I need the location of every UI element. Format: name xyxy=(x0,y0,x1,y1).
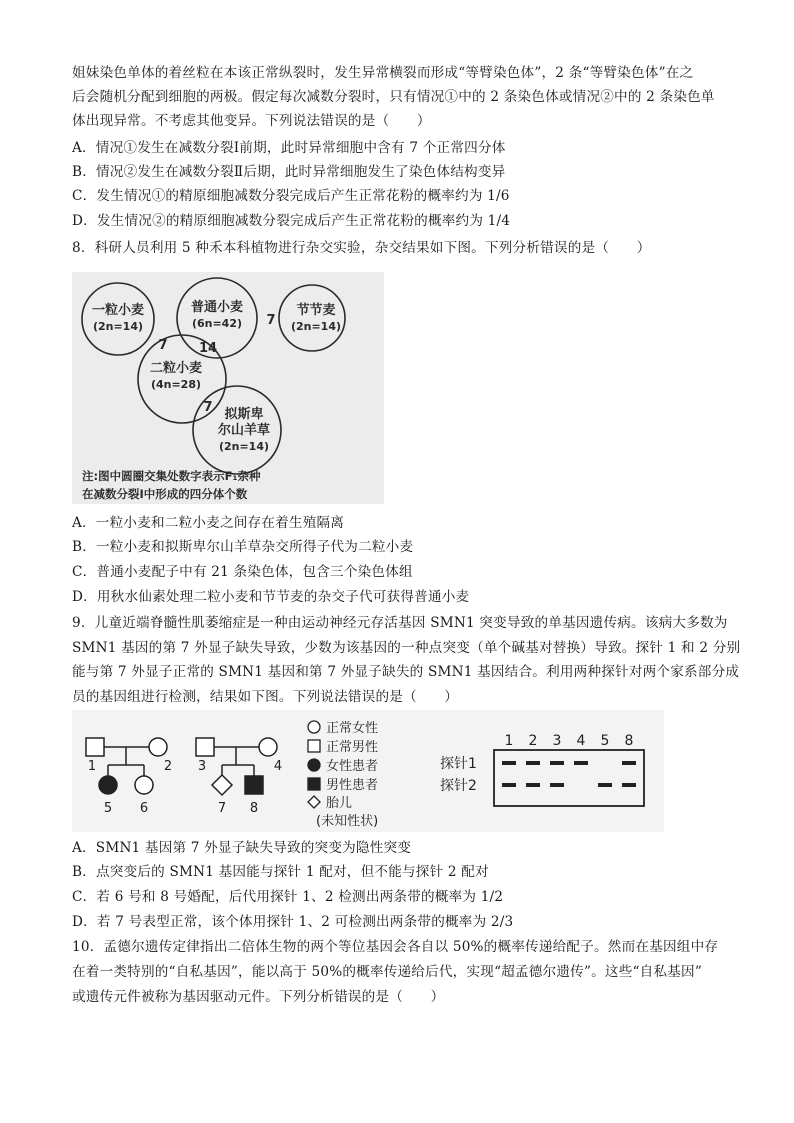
pedigree-5-affected-female xyxy=(99,776,117,794)
probe-2-label: 探针2 xyxy=(440,778,477,794)
pedigree-6-normal-female xyxy=(135,776,153,794)
legend-normal-male-icon xyxy=(308,740,320,752)
label-1: 1 xyxy=(87,759,97,774)
q9-option-d: D．若 7 号表型正常，该个体用探针 1、2 可检测出两条带的概率为 2/3 xyxy=(72,914,514,930)
q7-option-c: C．发生情况①的精原细胞减数分裂完成后产生正常花粉的概率约为 1/6 xyxy=(72,188,510,204)
q9-stem-line-4: 员的基因组进行检测，结果如下图。下列说法错误的是（ ） xyxy=(72,689,459,705)
intro-line-1: 姐妹染色单体的着丝粒在本该正常纵裂时，发生异常横裂而形成“等臂染色体”，2 条“等臂染色体”在之 xyxy=(72,65,694,81)
legend-fetus: 胎儿 xyxy=(326,796,353,811)
lane-number-1: 1 xyxy=(504,733,514,749)
q8-option-a: A．一粒小麦和二粒小麦之间存在着生殖隔离 xyxy=(72,515,345,531)
circle-ploidy-jiejie: (2n=14) xyxy=(290,320,342,333)
circle-ploidy-yili: (2n=14) xyxy=(92,320,144,333)
q9-pedigree-figure xyxy=(72,710,664,832)
q7-option-b: B．情况②发生在减数分裂Ⅱ后期，此时异常细胞发生了染色体结构变异 xyxy=(72,164,506,180)
overlap-putong-jiejie: 7 xyxy=(266,313,276,328)
circle-label-erli: 二粒小麦 xyxy=(149,361,203,376)
legend-normal-female: 正常女性 xyxy=(326,721,379,736)
lane-number-5: 5 xyxy=(600,733,610,749)
legend-affected-male-icon xyxy=(308,778,320,790)
q8-stem: 8．科研人员利用 5 种禾本科植物进行杂交实验，杂交结果如下图。下列分析错误的是（ ） xyxy=(72,240,651,256)
band-probe1-lane-4 xyxy=(574,761,588,765)
q9-option-b: B．点突变后的 SMN1 基因能与探针 1 配对，但不能与探针 2 配对 xyxy=(72,864,489,880)
pedigree-2-normal-female xyxy=(149,738,167,756)
lane-number-2: 2 xyxy=(528,733,538,749)
pedigree-8-affected-male xyxy=(245,776,263,794)
q9-option-c: C．若 6 号和 8 号婚配，后代用探针 1、2 检测出两条带的概率为 1/2 xyxy=(72,889,504,905)
figure-note-line-2: 在减数分裂Ⅰ中形成的四分体个数 xyxy=(82,487,248,501)
circle-label-yili: 一粒小麦 xyxy=(91,303,145,318)
q9-stem-line-1: 9．儿童近端脊髓性肌萎缩症是一种由运动神经元存活基因 SMN1 突变导致的单基因遗传病。该病大多数为 xyxy=(72,615,728,631)
q9-option-a: A．SMN1 基因第 7 外显子缺失导致的突变为隐性突变 xyxy=(72,840,412,856)
pedigree-1-normal-male xyxy=(86,738,104,756)
label-6: 6 xyxy=(139,801,149,816)
q10-stem-line-2: 在着一类特别的“自私基因”，能以高于 50%的概率传递给后代，实现“超孟德尔遗传”。这些“自私基因” xyxy=(72,964,702,980)
band-probe1-lane-2 xyxy=(526,761,540,765)
pedigree-3-normal-male xyxy=(196,738,214,756)
q10-stem-line-3: 或遗传元件被称为基因驱动元件。下列分析错误的是（ ） xyxy=(72,989,445,1005)
legend-affected-female: 女性患者 xyxy=(326,759,379,774)
legend-unknown-phenotype: (未知性状) xyxy=(316,814,379,829)
q9-stem-line-2: SMN1 基因的第 7 外显子缺失导致，少数为该基因的一种点突变（单个碱基对替换）导致。探针 1 和 2 分别 xyxy=(72,640,741,656)
lane-number-4: 4 xyxy=(576,733,586,749)
q8-option-b: B．一粒小麦和拟斯卑尔山羊草杂交所得子代为二粒小麦 xyxy=(72,539,414,555)
q7-option-a: A．情况①发生在减数分裂Ⅰ前期，此时异常细胞中含有 7 个正常四分体 xyxy=(72,140,506,156)
intro-line-3: 体出现异常。不考虑其他变异。下列说法错误的是（ ） xyxy=(72,113,431,129)
overlap-erli-nisi: 7 xyxy=(203,400,213,415)
band-probe1-lane-3 xyxy=(550,761,564,765)
circle-label-jiejie: 节节麦 xyxy=(296,303,336,318)
band-probe2-lane-5 xyxy=(598,783,612,787)
overlap-yili-erli: 7 xyxy=(158,338,168,353)
band-probe2-lane-2 xyxy=(526,783,540,787)
overlap-putong-erli: 14 xyxy=(198,341,218,356)
q8-option-d: D．用秋水仙素处理二粒小麦和节节麦的杂交子代可获得普通小麦 xyxy=(72,589,470,605)
intro-line-2: 后会随机分配到细胞的两极。假定每次减数分裂时，只有情况①中的 2 条染色体或情况②中的 2 条染色单 xyxy=(72,89,715,105)
q9-stem-line-3: 能与第 7 外显子正常的 SMN1 基因和第 7 外显子缺失的 SMN1 基因结合。利用两种探针对两个家系部分成 xyxy=(72,664,740,680)
legend-normal-female-icon xyxy=(308,721,320,733)
figure-note-line-1: 注:图中圆圈交集处数字表示F₁杂种 xyxy=(82,469,261,483)
band-probe2-lane-8 xyxy=(622,783,636,787)
band-probe2-lane-3 xyxy=(550,783,564,787)
pedigree-4-normal-female xyxy=(259,738,277,756)
legend-affected-female-icon xyxy=(308,759,320,771)
band-probe1-lane-8 xyxy=(622,761,636,765)
circle-ploidy-nisi: (2n=14) xyxy=(218,440,270,453)
label-7: 7 xyxy=(217,801,227,816)
legend-affected-male: 男性患者 xyxy=(326,778,379,793)
label-3: 3 xyxy=(197,759,207,774)
legend-normal-male: 正常男性 xyxy=(326,740,379,755)
circle-ploidy-erli: (4n=28) xyxy=(150,378,202,391)
lane-number-3: 3 xyxy=(552,733,562,749)
band-probe2-lane-1 xyxy=(502,783,516,787)
q7-option-d: D．发生情况②的精原细胞减数分裂完成后产生正常花粉的概率约为 1/4 xyxy=(72,213,511,229)
label-8: 8 xyxy=(249,801,259,816)
circle-label-nisi-1: 拟斯卑 xyxy=(224,407,264,422)
q8-hybridization-figure xyxy=(72,272,384,504)
circle-label-putong: 普通小麦 xyxy=(190,300,244,315)
probe-1-label: 探针1 xyxy=(440,756,477,772)
label-2: 2 xyxy=(163,759,173,774)
band-probe1-lane-1 xyxy=(502,761,516,765)
q10-stem-line-1: 10．孟德尔遗传定律指出二倍体生物的两个等位基因会各自以 50%的概率传递给配子。然而在基因组中存 xyxy=(72,939,719,955)
lane-number-8: 8 xyxy=(624,733,634,749)
circle-ploidy-putong: (6n=42) xyxy=(191,317,243,330)
label-4: 4 xyxy=(273,759,283,774)
q8-option-c: C．普通小麦配子中有 21 条染色体，包含三个染色体组 xyxy=(72,564,413,580)
circle-label-nisi-2: 尔山羊草 xyxy=(217,423,271,438)
label-5: 5 xyxy=(103,801,113,816)
